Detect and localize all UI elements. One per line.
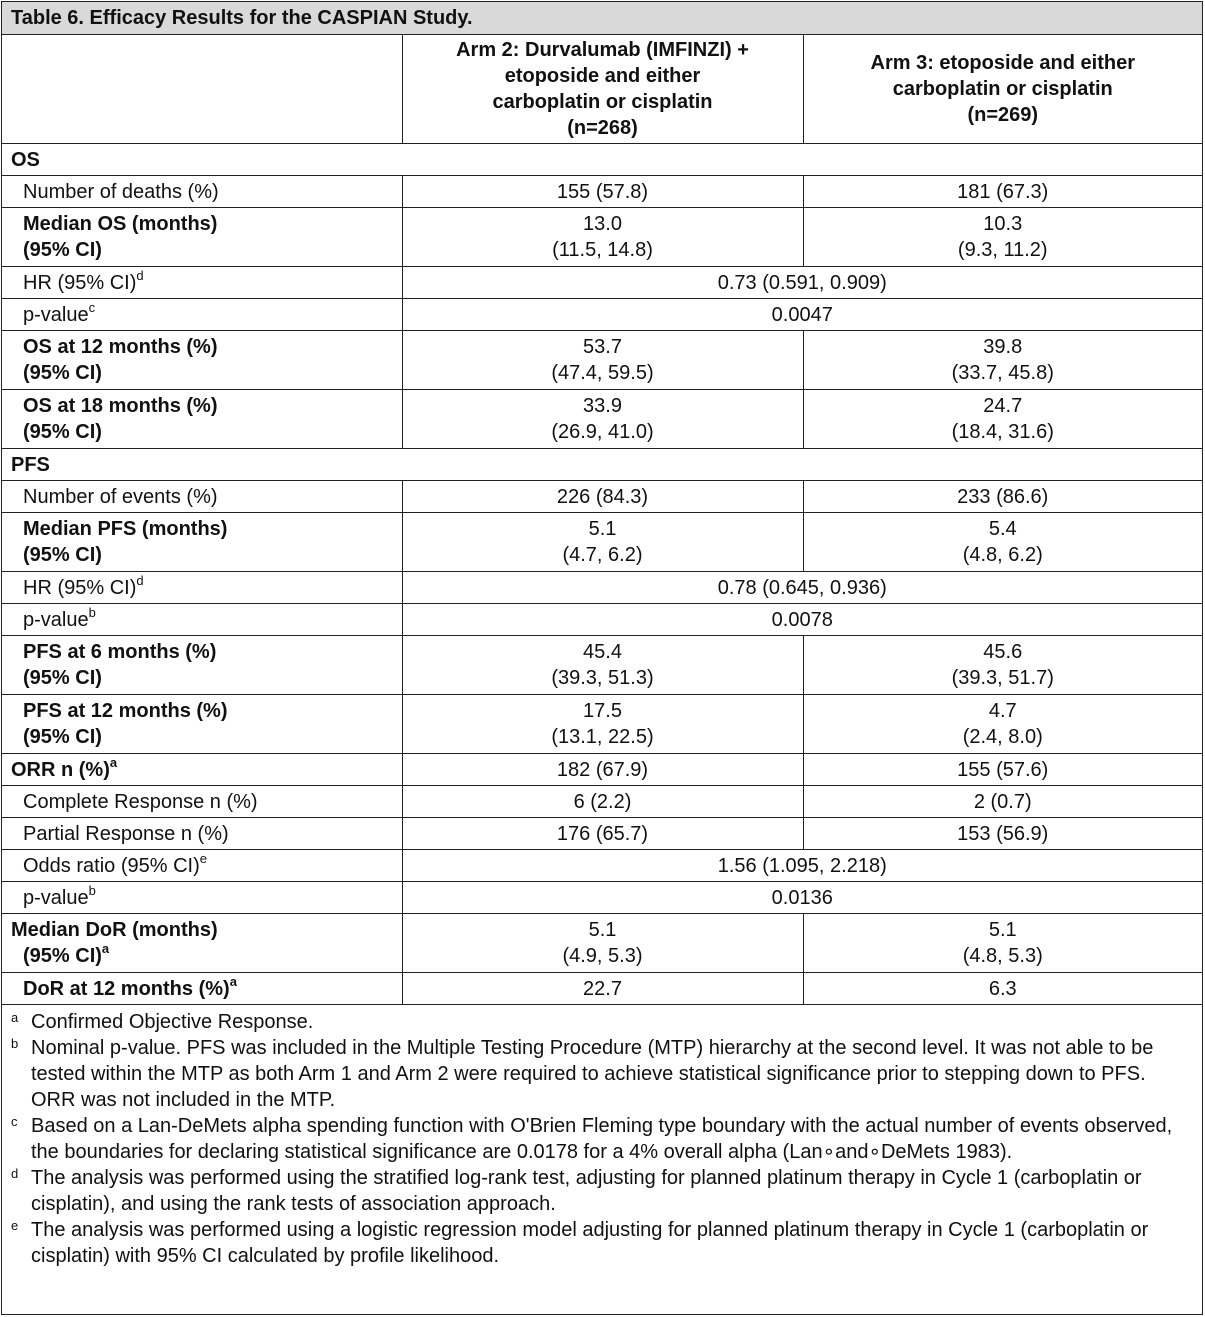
arm2-value — [402, 513, 803, 572]
row-label — [2, 513, 402, 572]
arm2-value — [402, 331, 803, 390]
arm3-value — [803, 208, 1202, 267]
combined-value: 0.0136 — [402, 882, 1202, 914]
table-row — [2, 818, 1202, 850]
row-label — [2, 299, 402, 331]
row-label-text: p-value — [23, 303, 89, 326]
footnote-ref: b — [88, 882, 96, 898]
arm2-value: 6 (2.2) — [402, 786, 803, 818]
combined-value: 0.0047 — [402, 299, 1202, 331]
footnote — [11, 1165, 1192, 1217]
row-label-text: ORR n (%) — [11, 758, 110, 781]
table-row — [2, 754, 1202, 786]
value-line: (18.4, 31.6) — [951, 421, 1054, 443]
efficacy-table — [2, 35, 1202, 1005]
table-row — [2, 390, 1202, 449]
row-label-text: p-value — [23, 608, 89, 631]
footnote-text: Based on a Lan-DeMets alpha spending function with O'Brien Fleming type boundary with the actual number of events observed, the boundaries for declaring statistical significance are 0.0178 for a 4% overall alpha (Lan∘and∘DeMets 1983). — [31, 1115, 1173, 1163]
arm3-value: 155 (57.6) — [803, 754, 1202, 786]
value-line: 5.1 — [588, 919, 617, 941]
footnote-ref: e — [199, 850, 207, 866]
row-label — [2, 604, 402, 636]
footnote-ref: c — [88, 299, 96, 315]
footnote — [11, 1035, 1192, 1113]
row-label-line: (95% CI) — [23, 362, 102, 384]
row-label — [2, 636, 402, 695]
arm2-value: 22.7 — [402, 973, 803, 1005]
row-label — [2, 754, 402, 786]
value-line: 53.7 — [583, 336, 622, 358]
value-line: 24.7 — [983, 395, 1023, 417]
row-label-line: (95% CI) — [23, 544, 102, 566]
footnote-ref: d — [136, 267, 144, 283]
row-label-text: (95% CI) — [23, 945, 102, 967]
arm3-value: 181 (67.3) — [803, 176, 1202, 208]
value-line: 39.8 — [983, 336, 1023, 358]
footnote — [11, 1009, 1192, 1035]
footnote-ref: d — [136, 572, 144, 588]
row-label: Number of deaths (%) — [2, 176, 402, 208]
table-row — [2, 882, 1202, 914]
row-label: Partial Response n (%) — [2, 818, 402, 850]
footnotes — [2, 1005, 1202, 1269]
header-empty-cell — [2, 35, 402, 144]
row-label — [2, 208, 402, 267]
table-row — [2, 299, 1202, 331]
arm3-value — [803, 636, 1202, 695]
header-arm3-line: (n=269) — [967, 104, 1039, 126]
arm2-value — [402, 390, 803, 449]
row-label — [2, 850, 402, 882]
table-row — [2, 513, 1202, 572]
header-row — [2, 35, 1202, 144]
arm3-value — [803, 695, 1202, 754]
row-label-text: p-value — [23, 886, 89, 909]
section-row-os — [2, 144, 1202, 176]
row-label — [2, 572, 402, 604]
table-row — [2, 604, 1202, 636]
row-label — [2, 267, 402, 299]
arm2-value: 176 (65.7) — [402, 818, 803, 850]
header-arm2-line: Arm 2: Durvalumab (IMFINZI) + — [456, 39, 749, 61]
arm3-value — [803, 513, 1202, 572]
table-row — [2, 973, 1202, 1005]
arm3-value — [803, 331, 1202, 390]
row-label-line: (95% CI) — [23, 421, 102, 443]
footnote — [11, 1113, 1192, 1165]
value-line: 4.7 — [988, 700, 1017, 722]
row-label-line: OS at 18 months (%) — [23, 395, 218, 417]
row-label: Number of events (%) — [2, 481, 402, 513]
table-row — [2, 208, 1202, 267]
footnote-ref: a — [229, 973, 237, 989]
row-label-line — [11, 943, 402, 969]
footnote-mark: d — [11, 1166, 19, 1181]
header-arm2-line: etoposide and either — [504, 65, 701, 87]
value-line: 5.1 — [588, 518, 617, 540]
footnote-text: Nominal p-value. PFS was included in the Multiple Testing Procedure (MTP) hierarchy at the second level. It was not able to be tested within the MTP as both Arm 1 and Arm 2 were required to achieve statistical significance prior to stepping down to PFS. ORR was not included in the MTP. — [31, 1037, 1154, 1111]
row-label — [2, 914, 402, 973]
combined-value: 0.78 (0.645, 0.936) — [402, 572, 1202, 604]
combined-value: 1.56 (1.095, 2.218) — [402, 850, 1202, 882]
row-label-line: PFS at 12 months (%) — [23, 700, 228, 722]
header-arm2-line: carboplatin or cisplatin — [492, 91, 713, 113]
header-arm3-line: Arm 3: etoposide and either — [870, 52, 1135, 74]
footnote-mark: e — [11, 1218, 19, 1233]
footnote-ref: b — [88, 604, 96, 620]
arm2-value: 155 (57.8) — [402, 176, 803, 208]
efficacy-table-container — [1, 1, 1203, 1315]
row-label-text: Odds ratio (95% CI) — [23, 854, 200, 877]
arm3-value: 233 (86.6) — [803, 481, 1202, 513]
value-line: (39.3, 51.7) — [951, 667, 1054, 689]
value-line: (33.7, 45.8) — [951, 362, 1054, 384]
row-label — [2, 390, 402, 449]
value-line: 13.0 — [583, 213, 622, 235]
combined-value: 0.73 (0.591, 0.909) — [402, 267, 1202, 299]
arm3-value: 6.3 — [803, 973, 1202, 1005]
section-row-pfs — [2, 449, 1202, 481]
value-line: (4.8, 6.2) — [962, 544, 1043, 566]
arm2-value: 182 (67.9) — [402, 754, 803, 786]
table-row — [2, 331, 1202, 390]
header-arm2-line: (n=268) — [567, 117, 638, 139]
table-row — [2, 176, 1202, 208]
arm2-value — [402, 914, 803, 973]
section-title: OS — [2, 144, 1202, 176]
arm3-value — [803, 390, 1202, 449]
arm3-value: 153 (56.9) — [803, 818, 1202, 850]
arm3-value — [803, 914, 1202, 973]
value-line: 17.5 — [583, 700, 622, 722]
table-row — [2, 914, 1202, 973]
value-line: (4.7, 6.2) — [562, 544, 643, 566]
value-line: 5.4 — [988, 518, 1017, 540]
value-line: 5.1 — [988, 919, 1017, 941]
row-label — [2, 882, 402, 914]
row-label — [2, 331, 402, 390]
value-line: (39.3, 51.3) — [551, 667, 654, 689]
arm3-value: 2 (0.7) — [803, 786, 1202, 818]
row-label-text: HR (95% CI) — [23, 271, 137, 294]
arm2-value — [402, 636, 803, 695]
arm2-value: 226 (84.3) — [402, 481, 803, 513]
table-row — [2, 267, 1202, 299]
row-label-line: Median PFS (months) — [23, 518, 228, 540]
value-line: (9.3, 11.2) — [957, 239, 1048, 261]
row-label-line: OS at 12 months (%) — [23, 336, 218, 358]
row-label — [2, 973, 402, 1005]
table-row — [2, 850, 1202, 882]
value-line: (13.1, 22.5) — [551, 726, 654, 748]
table-row — [2, 636, 1202, 695]
row-label-line: Median OS (months) — [23, 213, 218, 235]
footnote — [11, 1217, 1192, 1269]
header-arm3-line: carboplatin or cisplatin — [892, 78, 1113, 100]
value-line: (2.4, 8.0) — [962, 726, 1043, 748]
row-label-text: DoR at 12 months (%) — [23, 977, 230, 1000]
header-arm3 — [803, 35, 1202, 144]
footnote-text: The analysis was performed using the stratified log-rank test, adjusting for planned platinum therapy in Cycle 1 (carboplatin or cisplatin), and using the rank tests of association approach. — [31, 1167, 1142, 1215]
table-row — [2, 695, 1202, 754]
row-label-line: Median DoR (months) — [11, 919, 218, 941]
header-arm2 — [402, 35, 803, 144]
value-line: (47.4, 59.5) — [551, 362, 654, 384]
footnote-text: Confirmed Objective Response. — [31, 1011, 314, 1033]
table-row — [2, 481, 1202, 513]
combined-value: 0.0078 — [402, 604, 1202, 636]
footnote-ref: a — [101, 941, 110, 956]
value-line: (4.9, 5.3) — [562, 945, 643, 967]
value-line: 45.4 — [583, 641, 622, 663]
footnote-text: The analysis was performed using a logistic regression model adjusting for planned platinum therapy in Cycle 1 (carboplatin or cisplatin) with 95% CI calculated by profile likelihood. — [31, 1219, 1149, 1267]
table-title: Table 6. Efficacy Results for the CASPIAN Study. — [2, 2, 1202, 35]
row-label-line: (95% CI) — [23, 239, 102, 261]
footnote-mark: b — [11, 1036, 19, 1051]
footnote-mark: a — [11, 1010, 19, 1025]
footnote-mark: c — [11, 1114, 18, 1129]
value-line: (26.9, 41.0) — [551, 421, 654, 443]
value-line: 33.9 — [583, 395, 622, 417]
row-label-line: PFS at 6 months (%) — [23, 641, 217, 663]
value-line: 45.6 — [983, 641, 1023, 663]
table-row — [2, 572, 1202, 604]
arm2-value — [402, 208, 803, 267]
table-row — [2, 786, 1202, 818]
row-label-text: HR (95% CI) — [23, 576, 137, 599]
row-label: Complete Response n (%) — [2, 786, 402, 818]
row-label — [2, 695, 402, 754]
section-title: PFS — [2, 449, 1202, 481]
row-label-line: (95% CI) — [23, 726, 102, 748]
value-line: 10.3 — [983, 213, 1023, 235]
value-line: (4.8, 5.3) — [962, 945, 1043, 967]
arm2-value — [402, 695, 803, 754]
row-label-line: (95% CI) — [23, 667, 102, 689]
value-line: (11.5, 14.8) — [552, 239, 653, 261]
footnote-ref: a — [109, 754, 118, 770]
